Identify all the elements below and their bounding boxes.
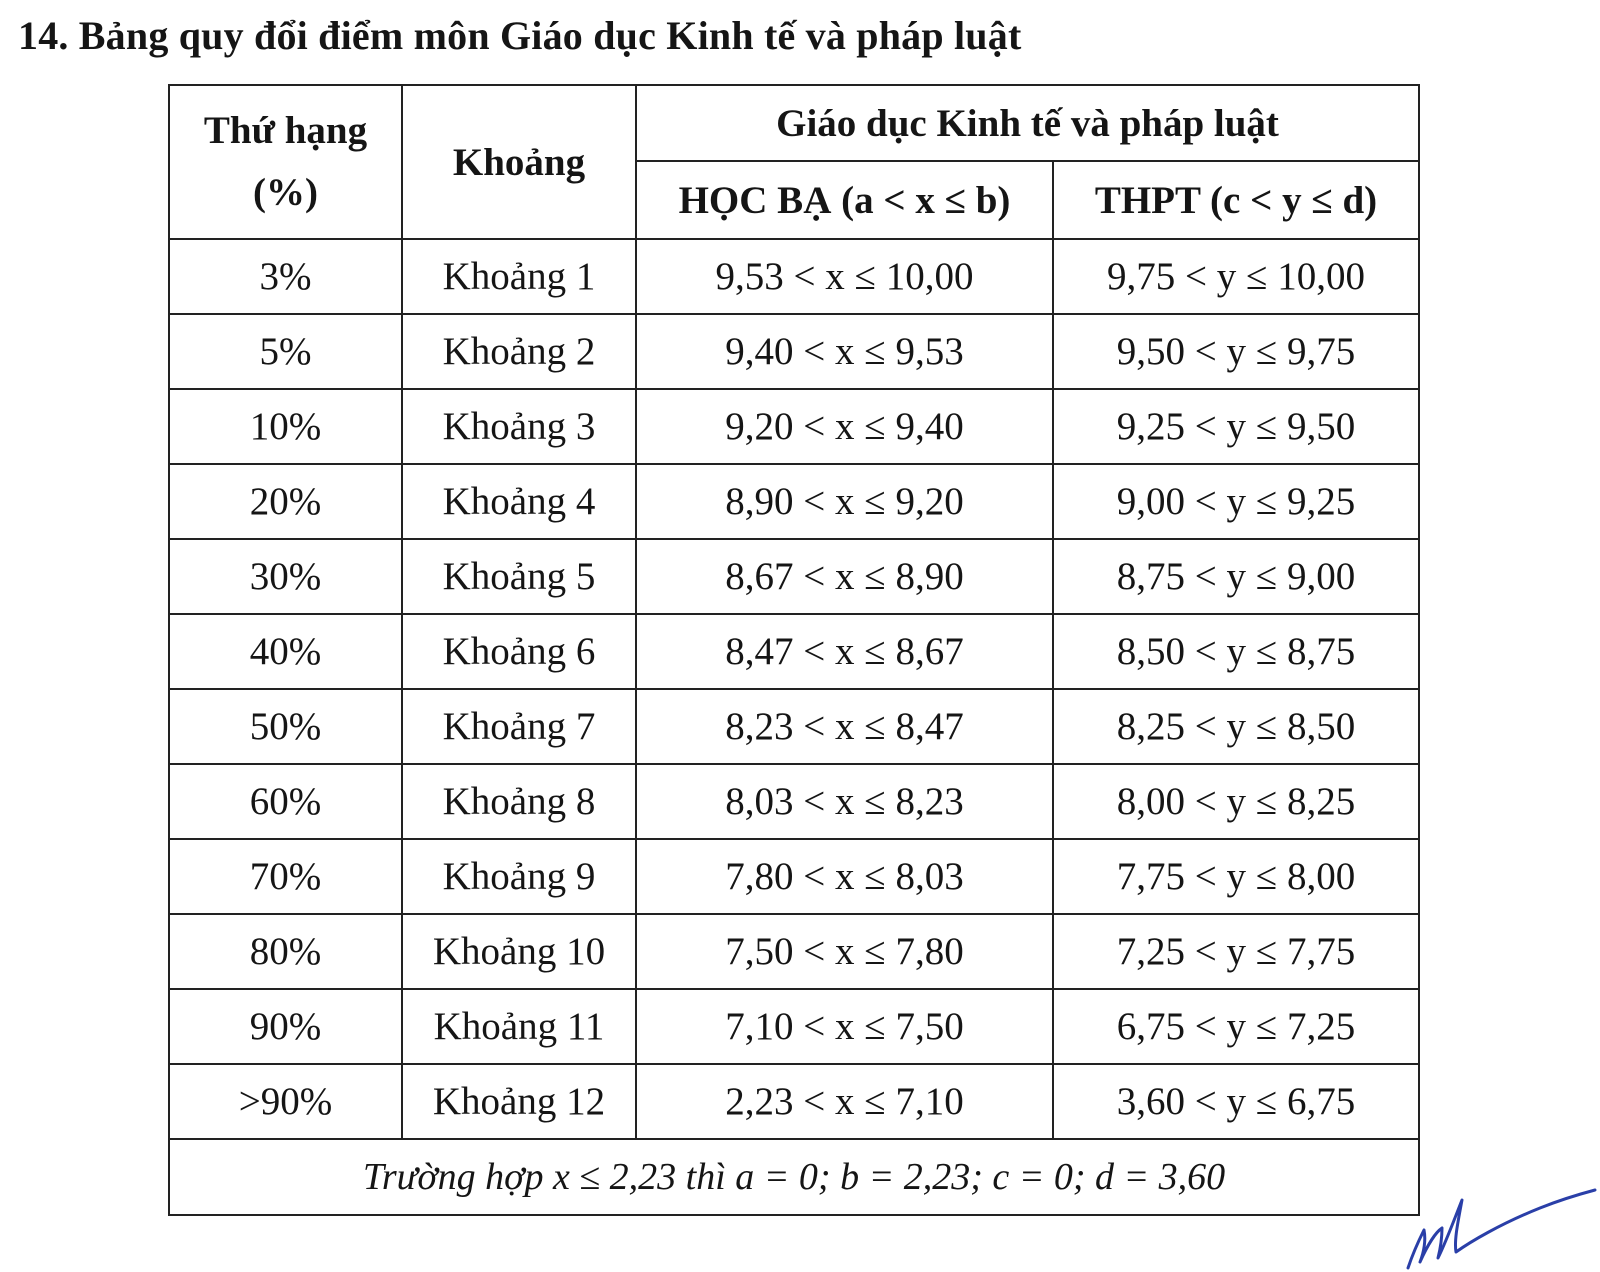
cell-rank: 60% <box>169 764 402 839</box>
table-row <box>169 839 1419 914</box>
score-conversion-table <box>168 84 1420 1216</box>
cell-thpt: 9,25 < y ≤ 9,50 <box>1053 389 1419 464</box>
cell-hocba: 7,80 < x ≤ 8,03 <box>636 839 1053 914</box>
cell-interval: Khoảng 7 <box>402 689 636 764</box>
table-row <box>169 989 1419 1064</box>
cell-rank: 10% <box>169 389 402 464</box>
table-row <box>169 389 1419 464</box>
header-rank-line1: Thứ hạng <box>203 109 368 152</box>
cell-interval: Khoảng 8 <box>402 764 636 839</box>
cell-rank: >90% <box>169 1064 402 1139</box>
table-row <box>169 764 1419 839</box>
table-row <box>169 314 1419 389</box>
signature-icon <box>1390 1180 1600 1272</box>
header-hocba: HỌC BẠ (a < x ≤ b) <box>636 161 1053 239</box>
cell-interval: Khoảng 9 <box>402 839 636 914</box>
cell-thpt: 8,25 < y ≤ 8,50 <box>1053 689 1419 764</box>
cell-hocba: 8,03 < x ≤ 8,23 <box>636 764 1053 839</box>
cell-rank: 70% <box>169 839 402 914</box>
cell-thpt: 6,75 < y ≤ 7,25 <box>1053 989 1419 1064</box>
table-row <box>169 689 1419 764</box>
cell-hocba: 2,23 < x ≤ 7,10 <box>636 1064 1053 1139</box>
cell-rank: 20% <box>169 464 402 539</box>
cell-interval: Khoảng 2 <box>402 314 636 389</box>
cell-hocba: 8,90 < x ≤ 9,20 <box>636 464 1053 539</box>
header-subject: Giáo dục Kinh tế và pháp luật <box>636 85 1419 161</box>
table-row <box>169 614 1419 689</box>
header-row-top <box>169 85 1419 161</box>
table-row <box>169 464 1419 539</box>
header-rank <box>169 85 402 239</box>
cell-interval: Khoảng 4 <box>402 464 636 539</box>
cell-interval: Khoảng 5 <box>402 539 636 614</box>
cell-hocba: 7,10 < x ≤ 7,50 <box>636 989 1053 1064</box>
cell-rank: 40% <box>169 614 402 689</box>
footnote: Trường hợp x ≤ 2,23 thì a = 0; b = 2,23; c = 0; d = 3,60 <box>169 1139 1419 1215</box>
cell-interval: Khoảng 3 <box>402 389 636 464</box>
cell-rank: 90% <box>169 989 402 1064</box>
cell-interval: Khoảng 10 <box>402 914 636 989</box>
footnote-row <box>169 1139 1419 1215</box>
table-row <box>169 1064 1419 1139</box>
cell-rank: 3% <box>169 239 402 314</box>
header-interval: Khoảng <box>402 85 636 239</box>
cell-hocba: 9,53 < x ≤ 10,00 <box>636 239 1053 314</box>
cell-hocba: 9,40 < x ≤ 9,53 <box>636 314 1053 389</box>
cell-thpt: 7,25 < y ≤ 7,75 <box>1053 914 1419 989</box>
cell-hocba: 8,67 < x ≤ 8,90 <box>636 539 1053 614</box>
cell-thpt: 3,60 < y ≤ 6,75 <box>1053 1064 1419 1139</box>
table-row <box>169 539 1419 614</box>
cell-rank: 5% <box>169 314 402 389</box>
cell-rank: 50% <box>169 689 402 764</box>
page-heading: 14. Bảng quy đổi điểm môn Giáo dục Kinh tế và pháp luật <box>18 13 1022 58</box>
cell-thpt: 8,75 < y ≤ 9,00 <box>1053 539 1419 614</box>
cell-rank: 80% <box>169 914 402 989</box>
cell-rank: 30% <box>169 539 402 614</box>
cell-hocba: 7,50 < x ≤ 7,80 <box>636 914 1053 989</box>
cell-thpt: 8,50 < y ≤ 8,75 <box>1053 614 1419 689</box>
cell-interval: Khoảng 12 <box>402 1064 636 1139</box>
cell-thpt: 9,75 < y ≤ 10,00 <box>1053 239 1419 314</box>
cell-thpt: 8,00 < y ≤ 8,25 <box>1053 764 1419 839</box>
header-rank-line2: (%) <box>253 171 318 214</box>
cell-thpt: 9,50 < y ≤ 9,75 <box>1053 314 1419 389</box>
cell-thpt: 7,75 < y ≤ 8,00 <box>1053 839 1419 914</box>
cell-hocba: 9,20 < x ≤ 9,40 <box>636 389 1053 464</box>
cell-hocba: 8,47 < x ≤ 8,67 <box>636 614 1053 689</box>
header-thpt: THPT (c < y ≤ d) <box>1053 161 1419 239</box>
table-row <box>169 239 1419 314</box>
cell-interval: Khoảng 6 <box>402 614 636 689</box>
cell-interval: Khoảng 11 <box>402 989 636 1064</box>
cell-thpt: 9,00 < y ≤ 9,25 <box>1053 464 1419 539</box>
cell-interval: Khoảng 1 <box>402 239 636 314</box>
cell-hocba: 8,23 < x ≤ 8,47 <box>636 689 1053 764</box>
table-row <box>169 914 1419 989</box>
